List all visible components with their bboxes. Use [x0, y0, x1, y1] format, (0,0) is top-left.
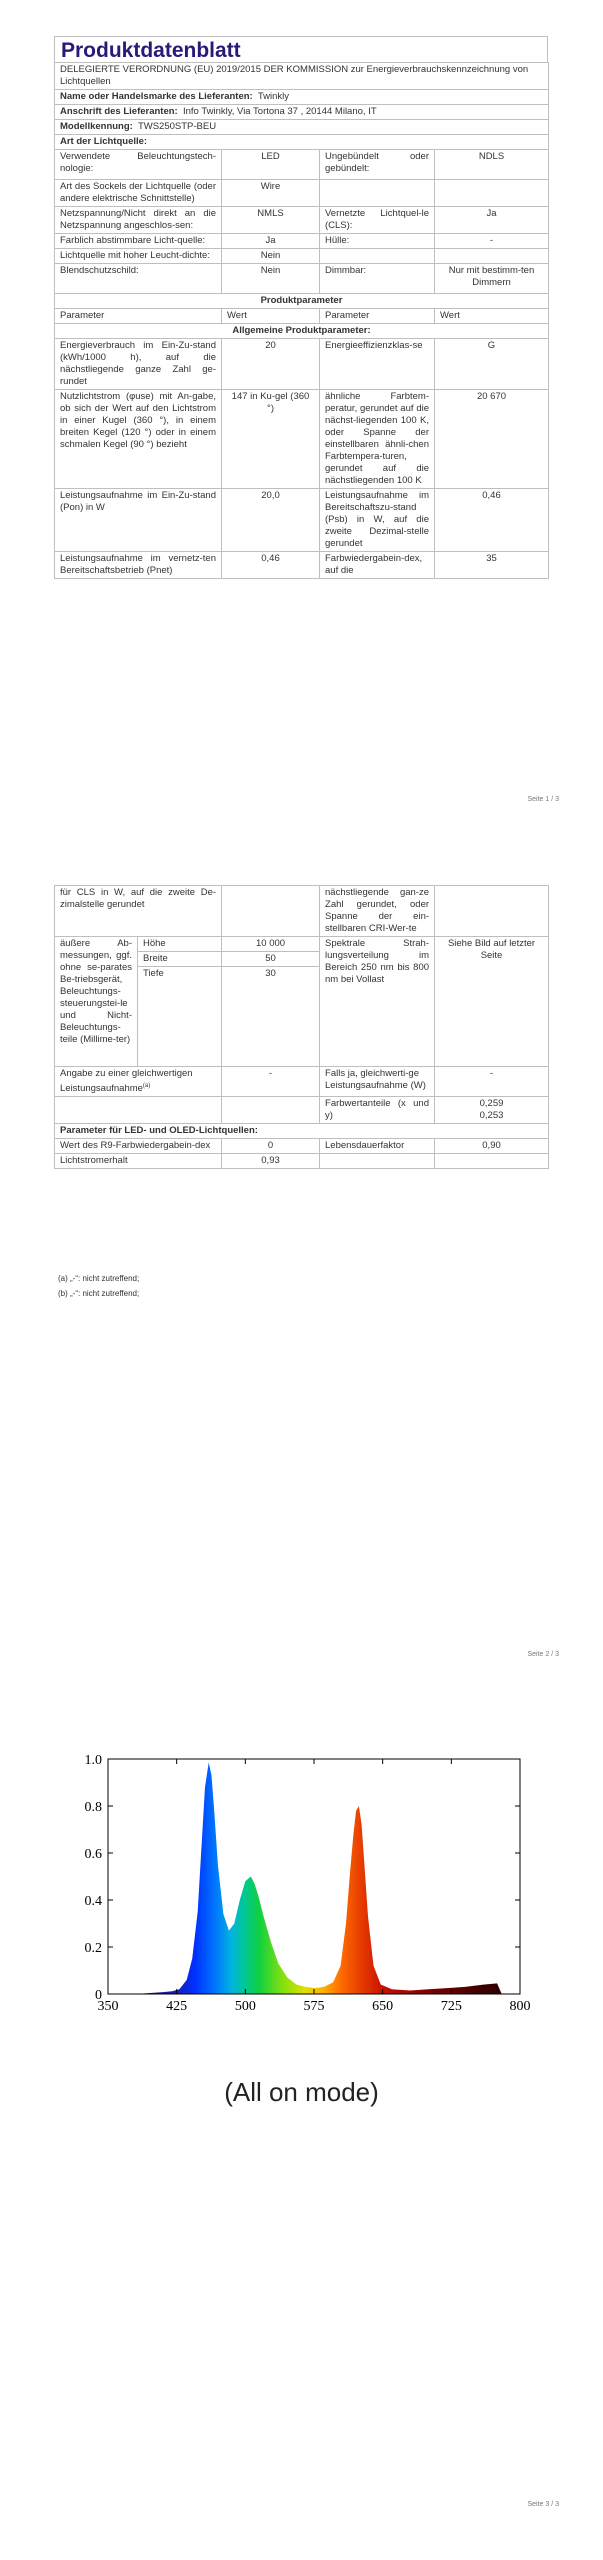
- equiv-label: Angabe zu einer gleichwertigen Leistungsaufnahme$^{(a)}$: [55, 1067, 222, 1097]
- spec-row: Art des Sockels der Lichtquelle (oder andere elektrische Schnittstelle) Wire: [55, 180, 549, 207]
- dimension-row: Breite 50: [55, 952, 549, 967]
- datasheet-table-2: [54, 885, 549, 1169]
- r9-row: Wert des R9-Farbwiedergabein-dex 0 Lebensdauerfaktor 0,90: [55, 1139, 549, 1154]
- page-number: Seite 3 / 3: [527, 2501, 559, 2508]
- datasheet-table-1: [54, 62, 549, 579]
- chart-caption: (All on mode): [224, 2077, 379, 2107]
- page-3: [0, 1715, 603, 2560]
- spectrum-area: [135, 1763, 501, 1995]
- y-tick-label: 0.8: [84, 1800, 102, 1815]
- param-row: Energieverbrauch im Ein-Zu-stand (kWh/1000 h), auf die nächstliegende ganze Zahl ge-rundet 20 Energieeffizienzklas-se G: [55, 339, 549, 390]
- x-tick-label: 650: [372, 1999, 394, 2014]
- type-section: Art der Lichtquelle:: [55, 135, 549, 150]
- plot-frame: [108, 1759, 520, 1994]
- y-tick-label: 0.4: [84, 1894, 102, 1909]
- x-tick-label: 350: [97, 1999, 119, 2014]
- x-tick-label: 500: [234, 1999, 256, 2014]
- footnote-a: (a) „-“: nicht zutreffend;: [58, 1274, 140, 1283]
- dimensions-label: äußere Ab-messungen, ggf. ohne se-parates Be-triebsgerät, Beleuchtungs-steuerungstei-le und Nicht-Beleuchtungs-teile (Millime-ter): [55, 937, 138, 1067]
- param-row-continued: für CLS in W, auf die zweite De-zimalstelle gerundet nächstliegende gan-ze Zahl gerundet, oder Spanne der ein-stellbaren CRI-Wer-te: [55, 886, 549, 937]
- param-row: Leistungsaufnahme im vernetz-ten Bereitschaftsbetrieb (Pnet) 0,46 Farbwiedergabein-dex, auf die 35: [55, 552, 549, 579]
- spec-row: Farblich abstimmbare Licht-quelle: Ja Hülle: -: [55, 234, 549, 249]
- product-params-section: Produktparameter: [55, 294, 549, 309]
- page-number: Seite 2 / 3: [527, 1651, 559, 1658]
- dimension-row: äußere Ab-messungen, ggf. ohne se-parates Be-triebsgerät, Beleuchtungs-steuerungstei-le und Nicht-Beleuchtungs-teile (Millime-ter) Höhe 10 000 Spektrale Strah-lungsverteilung im Bereich 250 nm bis 800 nm bei Vollast Siehe Bild auf letzter Seite: [55, 937, 549, 952]
- param-row: Leistungsaufnahme im Ein-Zu-stand (Pon) in W 20,0 Leistungsaufnahme im Bereitschaftszu-stand (Psb) in W, auf die zweite Dezimal-stelle gerundet 0,46: [55, 489, 549, 552]
- supplier-row: Name oder Handelsmarke des Lieferanten: Twinkly: [55, 90, 549, 105]
- address-row: Anschrift des Lieferanten: Info Twinkly, Via Tortona 37 , 20144 Milano, IT: [55, 105, 549, 120]
- led-section: Parameter für LED- und OLED-Lichtquellen:: [55, 1124, 549, 1139]
- page-number: Seite 1 / 3: [527, 796, 559, 803]
- footnote-b: (b) „-“: nicht zutreffend;: [58, 1289, 140, 1298]
- x-tick-label: 725: [440, 1999, 462, 2014]
- y-tick-label: 0.6: [84, 1847, 102, 1862]
- page-title: Produktdatenblatt: [54, 36, 548, 62]
- page-1: [0, 0, 603, 812]
- regulation-text: DELEGIERTE VERORDNUNG (EU) 2019/2015 DER KOMMISSION zur Energieverbrauchskennzeichnung von Lichtquellen: [55, 63, 549, 90]
- spec-row: Lichtquelle mit hoher Leucht-dichte: Nein: [55, 249, 549, 264]
- y-tick-label: 0: [95, 1988, 102, 2003]
- equiv-power-row: Angabe zu einer gleichwertigen Leistungsaufnahme$^{(a)}$ - Falls ja, gleichwerti-ge Leistungsaufnahme (W) -: [55, 1067, 549, 1097]
- spec-row: Verwendete Beleuchtungstech-nologie: LED Ungebündelt oder gebündelt: NDLS: [55, 150, 549, 180]
- y-tick-label: 0.2: [84, 1941, 102, 1956]
- param-row: Nutzlichtstrom (φuse) mit An-gabe, ob sich der Wert auf den Lichtstrom in einer Kugel (360 °), in einem breiten Kegel (120 °) oder in einem schmalen Kegel (90 °) bezieht 147 in Ku-gel (360 °) ähnliche Farbtem-peratur, gerundet auf die nächst-liegenden 100 K, oder Spanne der einstellbaren ähnli-chen Farbtempera-turen, gerundet auf die nächstliegenden 100 K 20 670: [55, 390, 549, 489]
- dimension-row: Tiefe 30: [55, 967, 549, 1067]
- x-tick-label: 800: [509, 1999, 531, 2014]
- column-header-row: Parameter Wert Parameter Wert: [55, 309, 549, 324]
- page-2: [0, 885, 603, 1665]
- y-tick-label: 1.0: [84, 1753, 102, 1768]
- general-params-section: Allgemeine Produktparameter:: [55, 324, 549, 339]
- spec-row: Blendschutzschild: Nein Dimmbar: Nur mit bestimm-ten Dimmern: [55, 264, 549, 294]
- spectrum-svg: [70, 1749, 540, 2049]
- spectrum-chart: [70, 1749, 540, 2049]
- spectral-label: Spektrale Strah-lungsverteilung im Bereich 250 nm bis 800 nm bei Vollast: [320, 937, 435, 1067]
- chroma-row: Farbwertanteile (x und y) 0,259 0,253: [55, 1097, 549, 1124]
- x-tick-label: 575: [303, 1999, 325, 2014]
- spectral-value: Siehe Bild auf letzter Seite: [435, 937, 549, 1067]
- x-tick-label: 425: [166, 1999, 188, 2014]
- flux-row: Lichtstromerhalt 0,93: [55, 1154, 549, 1169]
- model-row: Modellkennung: TWS250STP-BEU: [55, 120, 549, 135]
- spec-row: Netzspannung/Nicht direkt an die Netzspannung angeschlos-sen: NMLS Vernetzte Lichtquel-le (CLS): Ja: [55, 207, 549, 234]
